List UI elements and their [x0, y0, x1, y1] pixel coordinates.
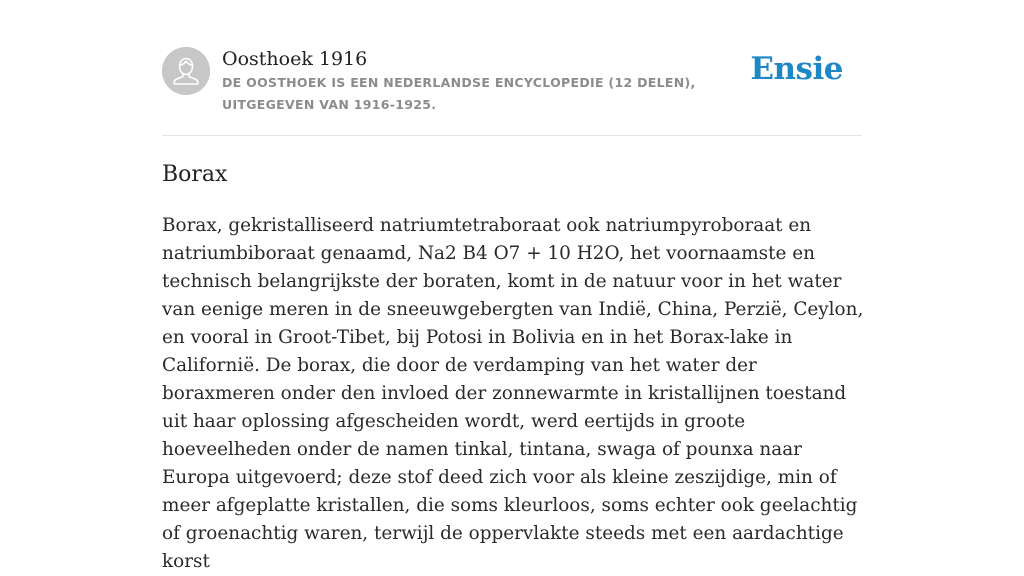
source-title[interactable]: Oosthoek 1916	[222, 48, 368, 70]
entry-title: Borax	[162, 162, 228, 187]
brand-logo[interactable]: Ensie	[750, 51, 843, 87]
avatar[interactable]	[162, 47, 210, 95]
source-header	[162, 47, 862, 117]
user-silhouette-icon	[162, 47, 210, 95]
source-description: DE OOSTHOEK IS EEN NEDERLANDSE ENCYCLOPEDIE (12 DELEN), UITGEGEVEN VAN 1916-1925.	[222, 75, 696, 112]
entry-body: Borax, gekristalliseerd natriumtetraboraat ook natriumpyroboraat en natriumbiboraat genaamd, Na2 B4 O7 + 10 H2O, het voornaamste en technisch belangrijkste der boraten, komt in de natuur voor in het water van eenige meren in de sneeuwgebergten van Indië, China, Perzië, Ceylon, en vooral in Groot-Tibet, bij Potosi in Bolivia en in het Borax-lake in Californië. De borax, die door de verdamping van het water der boraxmeren onder den invloed der zonnewarmte in kristallijnen toestand uit haar oplossing afgescheiden wordt, werd eertijds in groote hoeveelheden onder de namen tinkal, tintana, swaga of pounxa naar Europa uitgevoerd; deze stof deed zich voor als kleine zeszijdige, min of meer afgeplatte kristallen, die soms kleurloos, soms echter ook geelachtig of groenachtig waren, terwijl de oppervlakte steeds met een aardachtige korst	[162, 215, 864, 572]
header-divider	[162, 135, 862, 136]
